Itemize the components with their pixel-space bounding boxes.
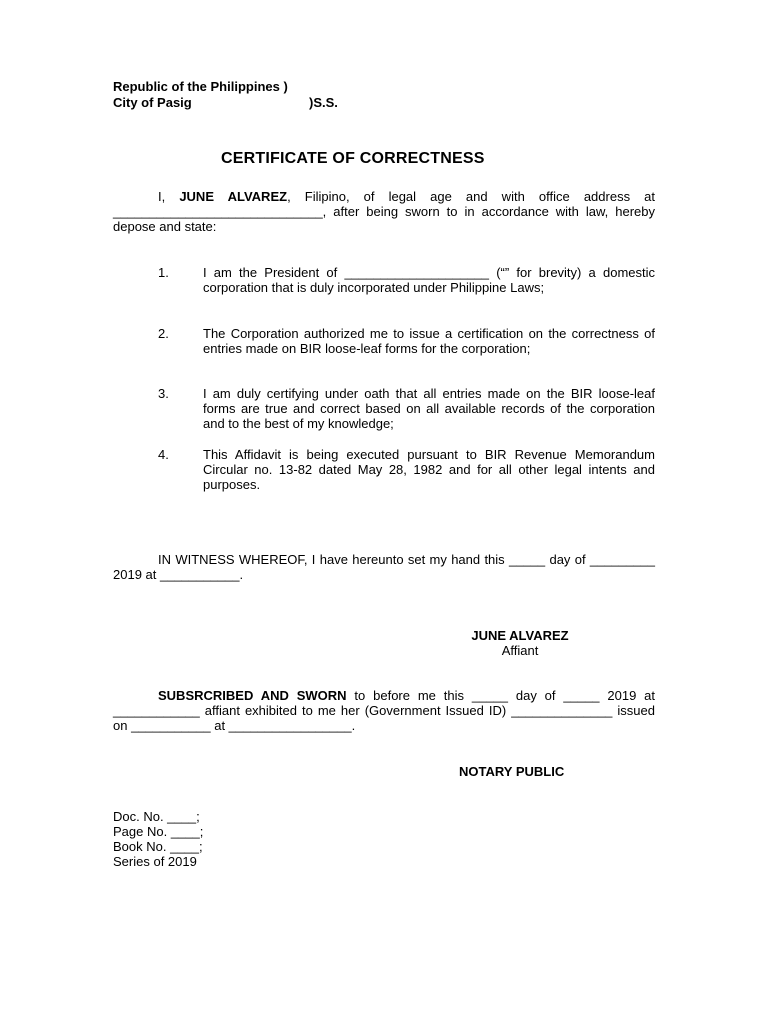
series-year: Series of 2019	[113, 854, 197, 869]
affiant-role: Affiant	[501, 643, 539, 658]
list-item-text: This Affidavit is being executed pursuant to BIR Revenue Memorandum Circular no. 13-82 dated May 28, 1982 and for all other legal intents and purposes.	[203, 447, 655, 492]
venue-line-republic: Republic of the Philippines )	[113, 79, 288, 94]
jurat-paragraph	[113, 688, 655, 733]
page-no: Page No. ____;	[113, 824, 204, 839]
intro-name: JUNE ALVAREZ	[179, 189, 288, 204]
notary-public-label: NOTARY PUBLIC	[459, 764, 565, 779]
doc-references	[113, 809, 203, 869]
witness-text: IN WITNESS WHEREOF, I have hereunto set my hand this _____ day of _________ 2019 at ___________.	[113, 552, 655, 582]
list-item-text: I am duly certifying under oath that all entries made on the BIR loose-leaf forms are true and correct based on all available records of the corporation and to the best of my knowledge;	[203, 386, 655, 431]
venue-city: City of Pasig	[113, 95, 192, 110]
intro-prefix: I,	[158, 189, 180, 204]
list-item-text: The Corporation authorized me to issue a certification on the correctness of entries made on BIR loose-leaf forms for the corporation;	[203, 326, 655, 356]
affiant-signature-block	[440, 628, 600, 658]
venue-header	[113, 79, 338, 111]
intro-paragraph	[113, 189, 655, 234]
book-no: Book No. ____;	[113, 839, 203, 854]
witness-paragraph	[113, 552, 655, 582]
jurat-bold: SUBSRCRIBED AND SWORN	[158, 688, 347, 703]
intro-rest: , Filipino, of legal age and with office address at _____________________________, after being sworn to in accordance with law, hereby depose and state:	[113, 189, 655, 234]
list-item-text: I am the President of ____________________ (“” for brevity) a domestic corporation that is duly incorporated under Philippine Laws;	[203, 265, 655, 295]
list-item-number: 2.	[158, 326, 169, 341]
venue-ss: )S.S.	[309, 95, 338, 110]
jurat-rest: to before me this _____ day of _____ 2019 at ____________ affiant exhibited to me her (Government Issued ID) ______________ issued on ___________ at _________________.	[113, 688, 655, 733]
list-item-number: 4.	[158, 447, 169, 462]
venue-line-city	[113, 95, 338, 111]
list-item-number: 1.	[158, 265, 169, 280]
doc-no: Doc. No. ____;	[113, 809, 200, 824]
document-title: CERTIFICATE OF CORRECTNESS	[221, 150, 485, 167]
affiant-name: JUNE ALVAREZ	[471, 628, 569, 643]
list-item-number: 3.	[158, 386, 169, 401]
